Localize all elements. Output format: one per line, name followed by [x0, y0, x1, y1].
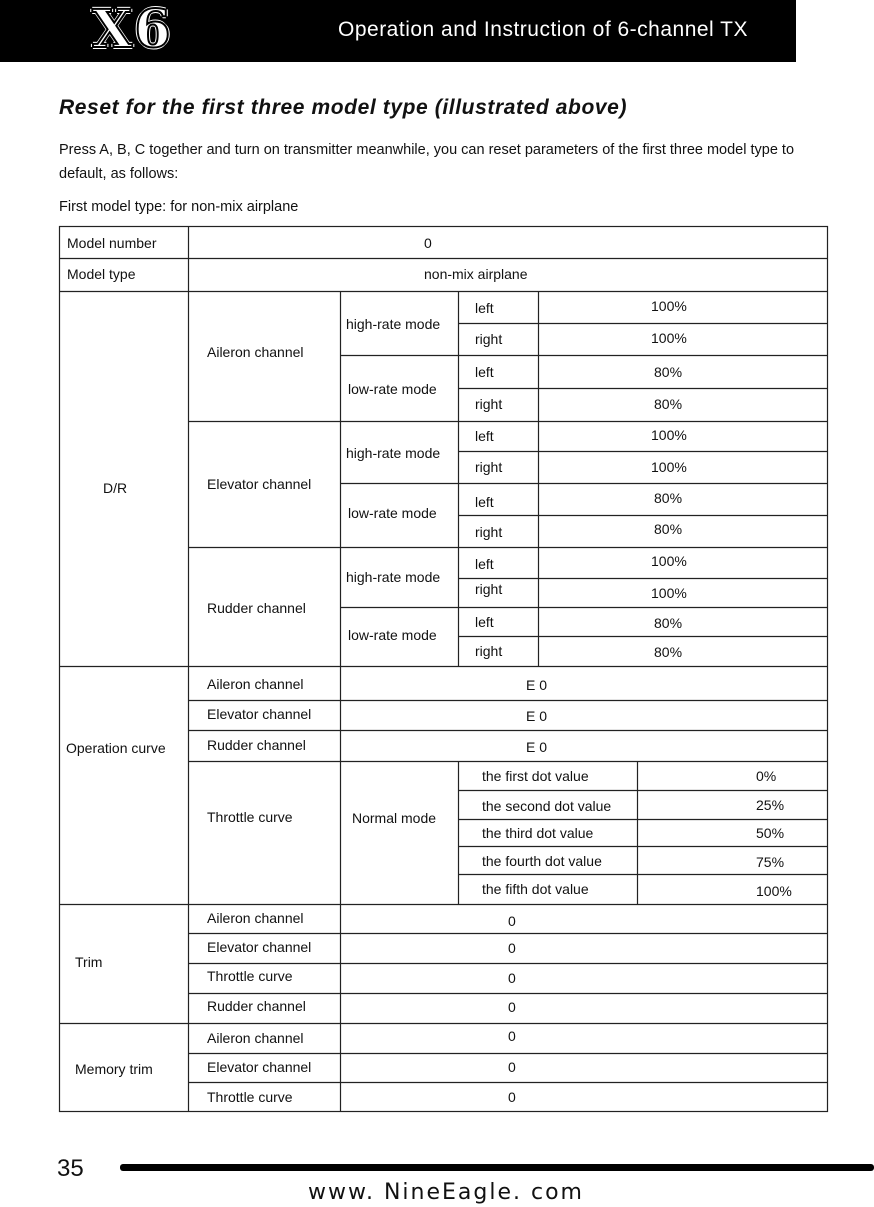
memory-trim-channel-name: Aileron channel — [207, 1030, 304, 1046]
left-label: left — [475, 300, 494, 316]
dr-label: D/R — [103, 480, 128, 496]
right-label: right — [475, 331, 503, 347]
op-channel-name: Elevator channel — [207, 706, 312, 722]
trim-value: 0 — [508, 970, 516, 986]
throttle-dot-value: 50% — [756, 825, 785, 841]
trim-label: Trim — [75, 954, 103, 970]
dr-value: 100% — [651, 330, 687, 346]
low-rate-label: low-rate mode — [348, 627, 437, 643]
trim-value: 0 — [508, 913, 516, 929]
throttle-dot-name: the second dot value — [482, 798, 612, 814]
dr-value: 100% — [651, 427, 687, 443]
left-label: left — [475, 614, 494, 630]
dr-value: 80% — [654, 396, 683, 412]
model-type-label: Model type — [67, 266, 136, 282]
throttle-dot-name: the third dot value — [482, 825, 594, 841]
high-rate-label: high-rate mode — [346, 445, 441, 461]
model-number-label: Model number — [67, 235, 157, 251]
dr-value: 80% — [654, 490, 683, 506]
dr-value: 80% — [654, 644, 683, 660]
throttle-dot-name: the fifth dot value — [482, 881, 589, 897]
throttle-dot-name: the fourth dot value — [482, 853, 602, 869]
page-number: 35 — [57, 1155, 84, 1182]
header-title: Operation and Instruction of 6-channel TX — [338, 18, 749, 41]
normal-mode-label: Normal mode — [352, 810, 437, 826]
dr-value: 100% — [651, 553, 687, 569]
right-label: right — [475, 524, 503, 540]
dr-channel-name: Rudder channel — [207, 600, 306, 616]
trim-value: 0 — [508, 940, 516, 956]
low-rate-label: low-rate mode — [348, 505, 437, 521]
model-number-value: 0 — [424, 235, 432, 251]
trim-value: 0 — [508, 999, 516, 1015]
right-label: right — [475, 581, 503, 597]
dr-channel-name: Aileron channel — [207, 344, 304, 360]
memory-trim-channel-name: Throttle curve — [207, 1089, 293, 1105]
high-rate-label: high-rate mode — [346, 569, 441, 585]
right-label: right — [475, 459, 503, 475]
dr-value: 80% — [654, 615, 683, 631]
x6-logo: X6 — [92, 0, 173, 60]
footer-rule — [120, 1164, 874, 1171]
trim-channel-name: Aileron channel — [207, 910, 304, 926]
memory-trim-channel-name: Elevator channel — [207, 1059, 312, 1075]
dr-value: 80% — [654, 521, 683, 537]
dr-value: 80% — [654, 364, 683, 380]
section-heading: Reset for the first three model type (illustrated above) — [59, 96, 628, 119]
operation-curve-label: Operation curve — [66, 740, 166, 756]
throttle-dot-value: 100% — [756, 883, 792, 899]
memory-trim-label: Memory trim — [75, 1061, 153, 1077]
throttle-dot-value: 25% — [756, 797, 785, 813]
throttle-dot-value: 75% — [756, 854, 785, 870]
trim-channel-name: Throttle curve — [207, 968, 293, 984]
low-rate-label: low-rate mode — [348, 381, 437, 397]
left-label: left — [475, 556, 494, 572]
left-label: left — [475, 364, 494, 380]
intro-paragraph: Press A, B, C together and turn on transmitter meanwhile, you can reset parameters of the first three model type to default, as follows: — [59, 142, 795, 182]
left-label: left — [475, 494, 494, 510]
dr-value: 100% — [651, 298, 687, 314]
dr-value: 100% — [651, 459, 687, 475]
throttle-curve-label: Throttle curve — [207, 809, 293, 825]
op-channel-name: Rudder channel — [207, 737, 306, 753]
website-link[interactable]: www. NineEagle. com — [308, 1180, 584, 1205]
high-rate-label: high-rate mode — [346, 316, 441, 332]
op-channel-name: Aileron channel — [207, 676, 304, 692]
left-label: left — [475, 428, 494, 444]
dr-channel-name: Elevator channel — [207, 476, 312, 492]
trim-channel-name: Rudder channel — [207, 998, 306, 1014]
memory-trim-value: 0 — [508, 1028, 516, 1044]
right-label: right — [475, 643, 503, 659]
op-value: E 0 — [526, 739, 548, 755]
right-label: right — [475, 396, 503, 412]
trim-channel-name: Elevator channel — [207, 939, 312, 955]
op-value: E 0 — [526, 708, 548, 724]
model-type-value: non-mix airplane — [424, 266, 528, 282]
dr-value: 100% — [651, 585, 687, 601]
throttle-dot-value: 0% — [756, 768, 777, 784]
memory-trim-value: 0 — [508, 1089, 516, 1105]
throttle-dot-name: the first dot value — [482, 768, 589, 784]
op-value: E 0 — [526, 677, 548, 693]
memory-trim-value: 0 — [508, 1059, 516, 1075]
model-type-subheading: First model type: for non-mix airplane — [59, 199, 299, 215]
